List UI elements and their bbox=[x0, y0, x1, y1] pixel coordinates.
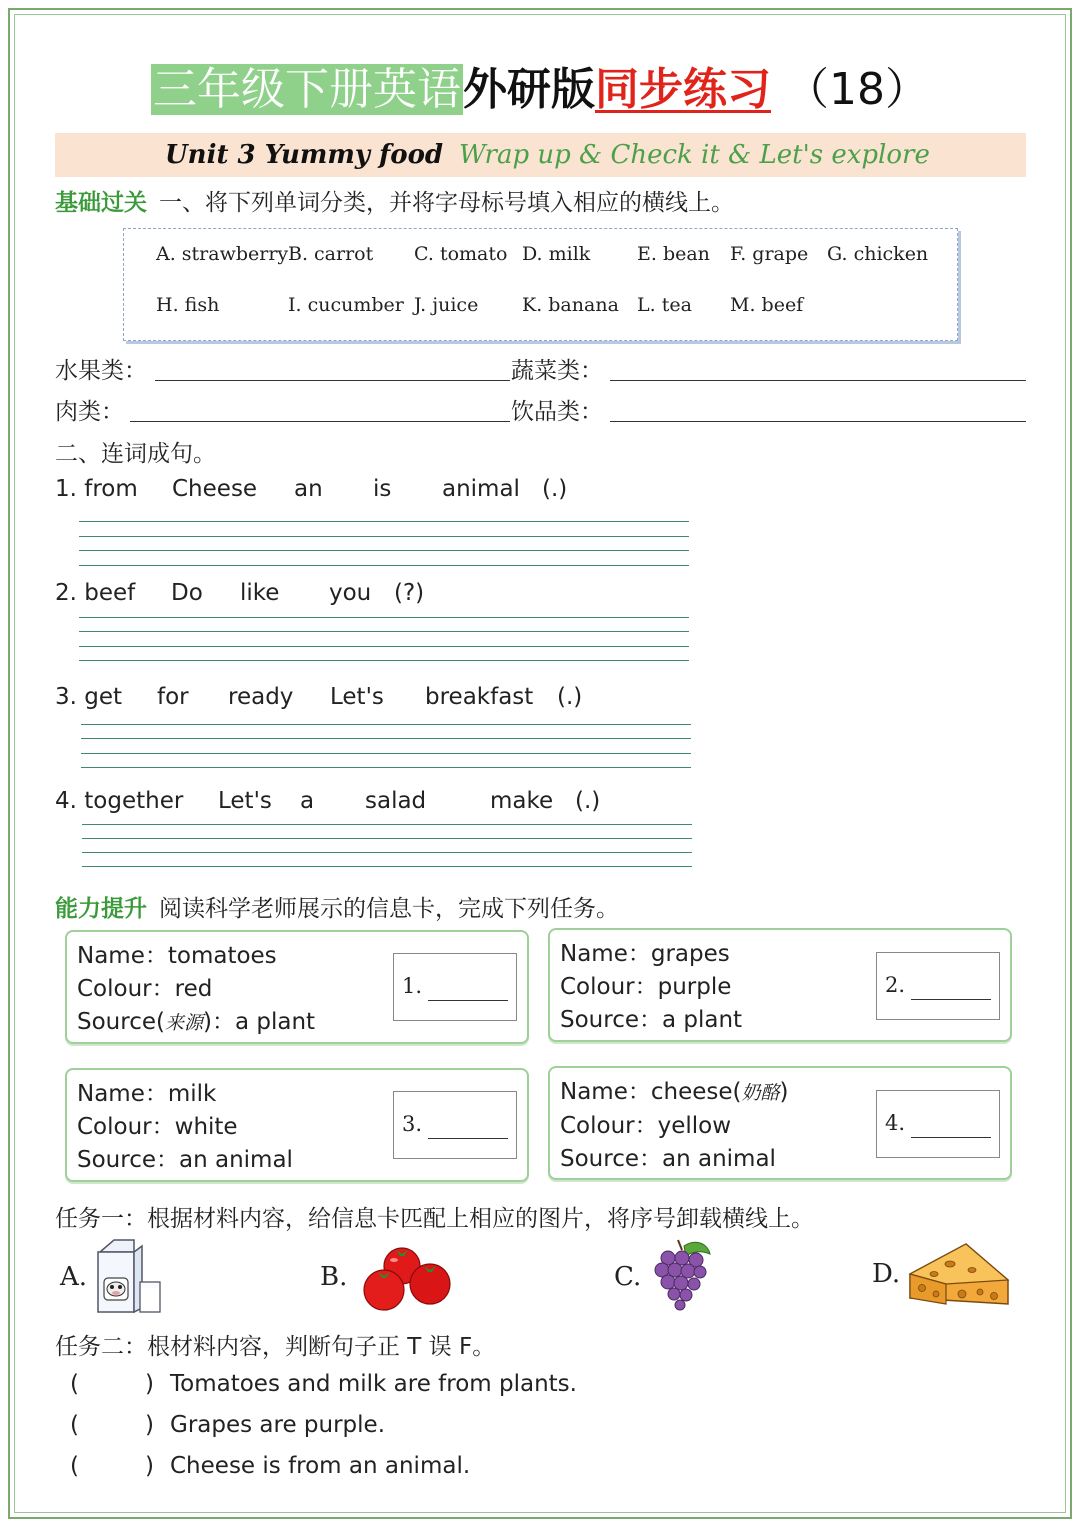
category-drink-label: 饮品类： bbox=[511, 399, 603, 425]
answer-number: 2. bbox=[885, 973, 906, 997]
writing-line bbox=[79, 521, 689, 522]
q-word: salad bbox=[365, 788, 427, 814]
category-meat-label: 肉类： bbox=[55, 399, 124, 425]
q-word: (.) bbox=[557, 684, 583, 710]
cheese-icon bbox=[906, 1240, 1012, 1312]
word-item: A. strawberry bbox=[156, 243, 289, 265]
writing-line bbox=[79, 550, 689, 551]
tomatoes-icon bbox=[360, 1242, 454, 1312]
card-answer-box-2[interactable] bbox=[876, 952, 1000, 1020]
q-word: breakfast bbox=[425, 684, 534, 710]
title-grade: 三年级下册英语 bbox=[153, 64, 461, 115]
answer-number: 1. bbox=[402, 974, 423, 998]
word-item: K. banana bbox=[522, 294, 619, 316]
worksheet-title bbox=[0, 54, 1080, 126]
writing-line bbox=[82, 824, 692, 825]
answer-line bbox=[428, 1000, 508, 1001]
q-word: (?) bbox=[394, 580, 425, 606]
category-fruit-label: 水果类： bbox=[55, 358, 147, 384]
writing-line bbox=[79, 565, 689, 566]
card-source-post: )：a plant bbox=[202, 1009, 316, 1035]
card-source-pre: Source( bbox=[77, 1009, 165, 1035]
info-card-milk bbox=[65, 1068, 529, 1182]
section3-heading bbox=[55, 890, 619, 923]
q-word: a bbox=[300, 788, 315, 814]
category-meat-answer-line[interactable] bbox=[130, 421, 510, 422]
word-bank bbox=[123, 228, 958, 341]
q-word: like bbox=[240, 580, 280, 606]
tf-open-paren[interactable]: ( bbox=[70, 1412, 79, 1438]
word-item: C. tomato bbox=[414, 243, 508, 265]
word-item: L. tea bbox=[637, 294, 692, 316]
info-card-tomatoes bbox=[65, 930, 529, 1044]
picture-label-a: A. bbox=[60, 1262, 88, 1292]
word-item: I. cucumber bbox=[288, 294, 404, 316]
q-word: (.) bbox=[575, 788, 601, 814]
writing-line bbox=[82, 866, 692, 867]
answer-line bbox=[911, 999, 991, 1000]
q-word: Do bbox=[171, 580, 203, 606]
q-word: make bbox=[490, 788, 554, 814]
card-colour: Colour：red bbox=[77, 976, 213, 1002]
card-source-cn: 来源 bbox=[164, 1012, 203, 1034]
card-name-post: ) bbox=[779, 1079, 789, 1105]
section2-heading: 二、连词成句。 bbox=[55, 441, 216, 467]
picture-label-c: C. bbox=[614, 1262, 642, 1292]
writing-line bbox=[79, 631, 689, 632]
unit-topic: Wrap up & Check it & Let's explore bbox=[459, 140, 930, 170]
card-name-pre: Name：cheese( bbox=[560, 1079, 742, 1105]
answer-number: 3. bbox=[402, 1112, 423, 1136]
card-source: Source：an animal bbox=[560, 1146, 776, 1172]
task2-instruction: 任务二：根材料内容，判断句子正 T 误 F。 bbox=[55, 1334, 496, 1360]
card-answer-box-4[interactable] bbox=[876, 1090, 1000, 1158]
section1-instruction: 一、将下列单词分类，并将字母标号填入相应的横线上。 bbox=[159, 190, 734, 216]
word-item: F. grape bbox=[730, 243, 809, 265]
writing-line bbox=[79, 617, 689, 618]
category-fruit-answer-line[interactable] bbox=[155, 380, 510, 381]
card-name: Name：tomatoes bbox=[77, 943, 277, 969]
writing-line bbox=[81, 724, 691, 725]
unit-name: Unit 3 Yummy food bbox=[165, 140, 444, 170]
word-item: J. juice bbox=[414, 294, 479, 316]
section3-tag: 能力提升 bbox=[55, 896, 147, 922]
q-word: Let's bbox=[218, 788, 272, 814]
word-item: B. carrot bbox=[288, 243, 374, 265]
q-word: 2. beef bbox=[55, 580, 136, 606]
card-colour: Colour：yellow bbox=[560, 1113, 732, 1139]
card-text bbox=[77, 1078, 293, 1177]
tf-statement: Cheese is from an animal. bbox=[170, 1453, 471, 1479]
answer-number: 4. bbox=[885, 1111, 906, 1135]
tf-statement: Grapes are purple. bbox=[170, 1412, 386, 1438]
q-word: for bbox=[157, 684, 189, 710]
grapes-icon bbox=[648, 1236, 714, 1312]
card-source: Source：an animal bbox=[77, 1147, 293, 1173]
q-word: Cheese bbox=[172, 476, 258, 502]
word-item: D. milk bbox=[522, 243, 591, 265]
info-card-cheese bbox=[548, 1066, 1012, 1180]
milk-carton-icon bbox=[94, 1238, 164, 1316]
card-name: Name：milk bbox=[77, 1081, 217, 1107]
picture-label-b: B. bbox=[320, 1262, 348, 1292]
task1-instruction: 任务一：根据材料内容，给信息卡匹配上相应的图片，将序号卸载横线上。 bbox=[55, 1206, 814, 1232]
card-source bbox=[77, 1006, 315, 1040]
card-colour: Colour：white bbox=[77, 1114, 238, 1140]
tf-close-paren: ) bbox=[145, 1371, 154, 1397]
writing-line bbox=[81, 738, 691, 739]
card-name-cn: 奶酪 bbox=[741, 1082, 780, 1104]
tf-open-paren[interactable]: ( bbox=[70, 1453, 79, 1479]
tf-statement: Tomatoes and milk are from plants. bbox=[170, 1371, 577, 1397]
writing-line bbox=[79, 646, 689, 647]
card-colour: Colour：purple bbox=[560, 974, 732, 1000]
q-word: an bbox=[294, 476, 323, 502]
picture-label-d: D. bbox=[872, 1259, 901, 1289]
q-word: (.) bbox=[542, 476, 568, 502]
unit-bar bbox=[55, 133, 1026, 177]
card-source: Source：a plant bbox=[560, 1007, 743, 1033]
section1-heading bbox=[55, 184, 734, 217]
section1-tag: 基础过关 bbox=[55, 190, 147, 216]
section3-instruction: 阅读科学老师展示的信息卡，完成下列任务。 bbox=[159, 896, 619, 922]
card-name bbox=[560, 1076, 788, 1110]
tf-open-paren[interactable]: ( bbox=[70, 1371, 79, 1397]
title-number: （18） bbox=[785, 64, 929, 115]
card-name: Name：grapes bbox=[560, 941, 730, 967]
info-card-grapes bbox=[548, 928, 1012, 1042]
writing-line bbox=[79, 660, 689, 661]
category-vegetable-label: 蔬菜类： bbox=[511, 358, 603, 384]
category-drink-answer-line[interactable] bbox=[610, 421, 1026, 422]
word-item: M. beef bbox=[730, 294, 804, 316]
q-word: is bbox=[373, 476, 392, 502]
card-answer-box-1[interactable] bbox=[393, 953, 517, 1021]
tf-close-paren: ) bbox=[145, 1453, 154, 1479]
card-text bbox=[77, 940, 315, 1040]
card-text bbox=[560, 1076, 788, 1176]
writing-line bbox=[82, 852, 692, 853]
card-answer-box-3[interactable] bbox=[393, 1091, 517, 1159]
writing-line bbox=[79, 536, 689, 537]
writing-line bbox=[82, 838, 692, 839]
tf-close-paren: ) bbox=[145, 1412, 154, 1438]
word-item: E. bean bbox=[637, 243, 710, 265]
q-word: Let's bbox=[330, 684, 384, 710]
writing-line bbox=[81, 767, 691, 768]
answer-line bbox=[911, 1137, 991, 1138]
answer-line bbox=[428, 1138, 508, 1139]
q-word: 4. together bbox=[55, 788, 184, 814]
word-item: H. fish bbox=[156, 294, 220, 316]
word-item: G. chicken bbox=[827, 243, 929, 265]
writing-line bbox=[81, 753, 691, 754]
title-edition: 外研版 bbox=[463, 64, 595, 115]
q-word: 3. get bbox=[55, 684, 123, 710]
card-text bbox=[560, 938, 742, 1037]
q-word: you bbox=[329, 580, 372, 606]
title-practice: 同步练习 bbox=[595, 64, 771, 115]
category-vegetable-answer-line[interactable] bbox=[610, 380, 1026, 381]
q-word: 1. from bbox=[55, 476, 138, 502]
q-word: animal bbox=[442, 476, 520, 502]
q-word: ready bbox=[228, 684, 294, 710]
